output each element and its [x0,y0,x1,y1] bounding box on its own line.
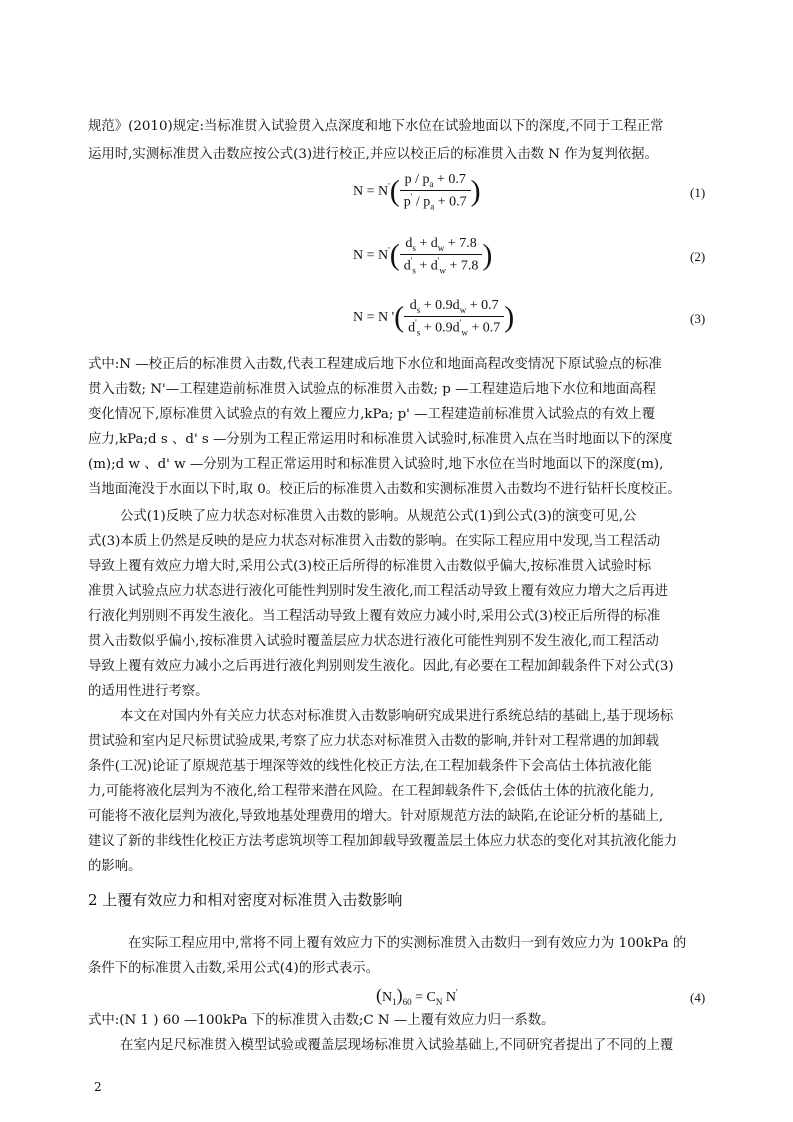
equation-2: N = N'( $\frac{d_s + d_w + 7.8}{d'_s + d'_w + 7.8}$ ) [353,236,493,276]
text-line: 贯试验和室内足尺标贯试验成果,考察了应力状态对标准贯入击数的影响,并针对工程常遇的加卸载 [88,734,659,749]
text-line: 在实际工程应用中,常将不同上覆有效应力下的实测标准贯入击数归一到有效应力为 100kPa 的 [128,936,687,951]
text-line: 行液化判别则不再发生液化。当工程活动导致上覆有效应力减小时,采用公式(3)校正后所得的标准 [88,609,661,624]
text-line: 式(3)本质上仍然是反映的是应力状态对标准贯入击数的影响。在实际工程应用中发现,当工程活动 [88,534,661,549]
text-line: 贯入击数似乎偏小,按标准贯入试验时覆盖层应力状态进行液化可能性判别不发生液化,而工程活动 [88,634,659,649]
section-heading: 2 上覆有效应力和相对密度对标准贯入击数影响 [88,891,403,909]
text-line: 建议了新的非线性化校正方法考虑筑坝等工程加卸载导致覆盖层土体应力状态的变化对其抗液化能力 [88,834,678,849]
text-line: 应力,kPa;d s 、d' s —分别为工程正常运用时和标准贯入试验时,标准贯入点在当时地面以下的深度 [88,432,673,447]
equation-4-label: (4) [690,990,706,1005]
equation-4: $(N_1)_{60} = C_N$ N' [376,985,458,1007]
text-line: 导致上覆有效应力减小之后再进行液化判别则发生液化。因此,有必要在工程加卸载条件下对公式(3) [88,659,674,674]
text-line: 运用时,实测标准贯入击数应按公式(3)进行校正,并应以校正后的标准贯入击数 N 作为复判依据。 [88,147,658,162]
text-line: 贯入击数; N'—工程建造前标准贯入试验点的标准贯入击数; p —工程建造后地下水位和地面高程 [88,382,656,397]
text-line: 公式(1)反映了应力状态对标准贯入击数的影响。从规范公式(1)到公式(3)的演变可见,公 [120,509,637,524]
page-number: 2 [94,1080,102,1094]
text-line: 条件下的标准贯入击数,采用公式(4)的形式表示。 [88,961,380,976]
equation-1-label: (1) [690,185,706,200]
text-line: 式中:N —校正后的标准贯入击数,代表工程建成后地下水位和地面高程改变情况下原试验点的标准 [88,357,662,372]
text-line: (m);d w 、d' w —分别为工程正常运用时和标准贯入试验时,地下水位在当时地面以下的深度(m), [88,457,664,472]
text-line: 在室内足尺标准贯入模型试验或覆盖层现场标准贯入试验基础上,不同研究者提出了不同的上覆 [120,1038,674,1053]
equation-3-label: (3) [690,311,706,326]
text-line: 准贯入试验点应力状态进行液化可能性判别时发生液化,而工程活动导致上覆有效应力增大之后再进 [88,584,669,599]
equation-2-label: (2) [690,249,706,264]
text-line: 的影响。 [88,859,142,874]
text-line: 式中:(N 1 ) 60 —100kPa 下的标准贯入击数;C N —上覆有效应力归一系数。 [88,1013,555,1028]
text-line: 本文在对国内外有关应力状态对标准贯入击数影响研究成果进行系统总结的基础上,基于现场标 [120,709,674,724]
equation-1: N = N'( $\frac{p / p_a + 0.7}{p' / p_a + 0.7}$ ) [353,172,481,212]
text-line: 的适用性进行考察。 [88,684,209,699]
text-line: 可能将不液化层判为液化,导致地基处理费用的增大。针对原规范方法的缺陷,在论证分析的基础上, [88,809,664,824]
text-line: 导致上覆有效应力增大时,采用公式(3)校正后所得的标准贯入击数似乎偏大,按标准贯入试验时标 [88,559,652,574]
text-line: 条件(工况)论证了原规范基于埋深等效的线性化校正方法,在工程加载条件下会高估土体抗液化能 [88,759,652,774]
equation-3: N = N '( $\frac{d_s + 0.9d_w + 0.7}{d'_s + 0.9d'_w + 0.7}$ ) [353,298,515,338]
text-line: 当地面淹没于水面以下时,取 0。校正后的标准贯入击数和实测标准贯入击数均不进行钻杆长度校正。 [88,482,681,497]
text-line: 规范》(2010)规定:当标准贯入试验贯入点深度和地下水位在试验地面以下的深度,不同于工程正常 [88,119,664,134]
text-line: 力,可能将液化层判为不液化,给工程带来潜在风险。在工程卸载条件下,会低估土体的抗液化能力, [88,784,655,799]
text-line: 变化情况下,原标准贯入试验点的有效上覆应力,kPa; p' —工程建造前标准贯入试验点的有效上覆 [88,407,656,422]
